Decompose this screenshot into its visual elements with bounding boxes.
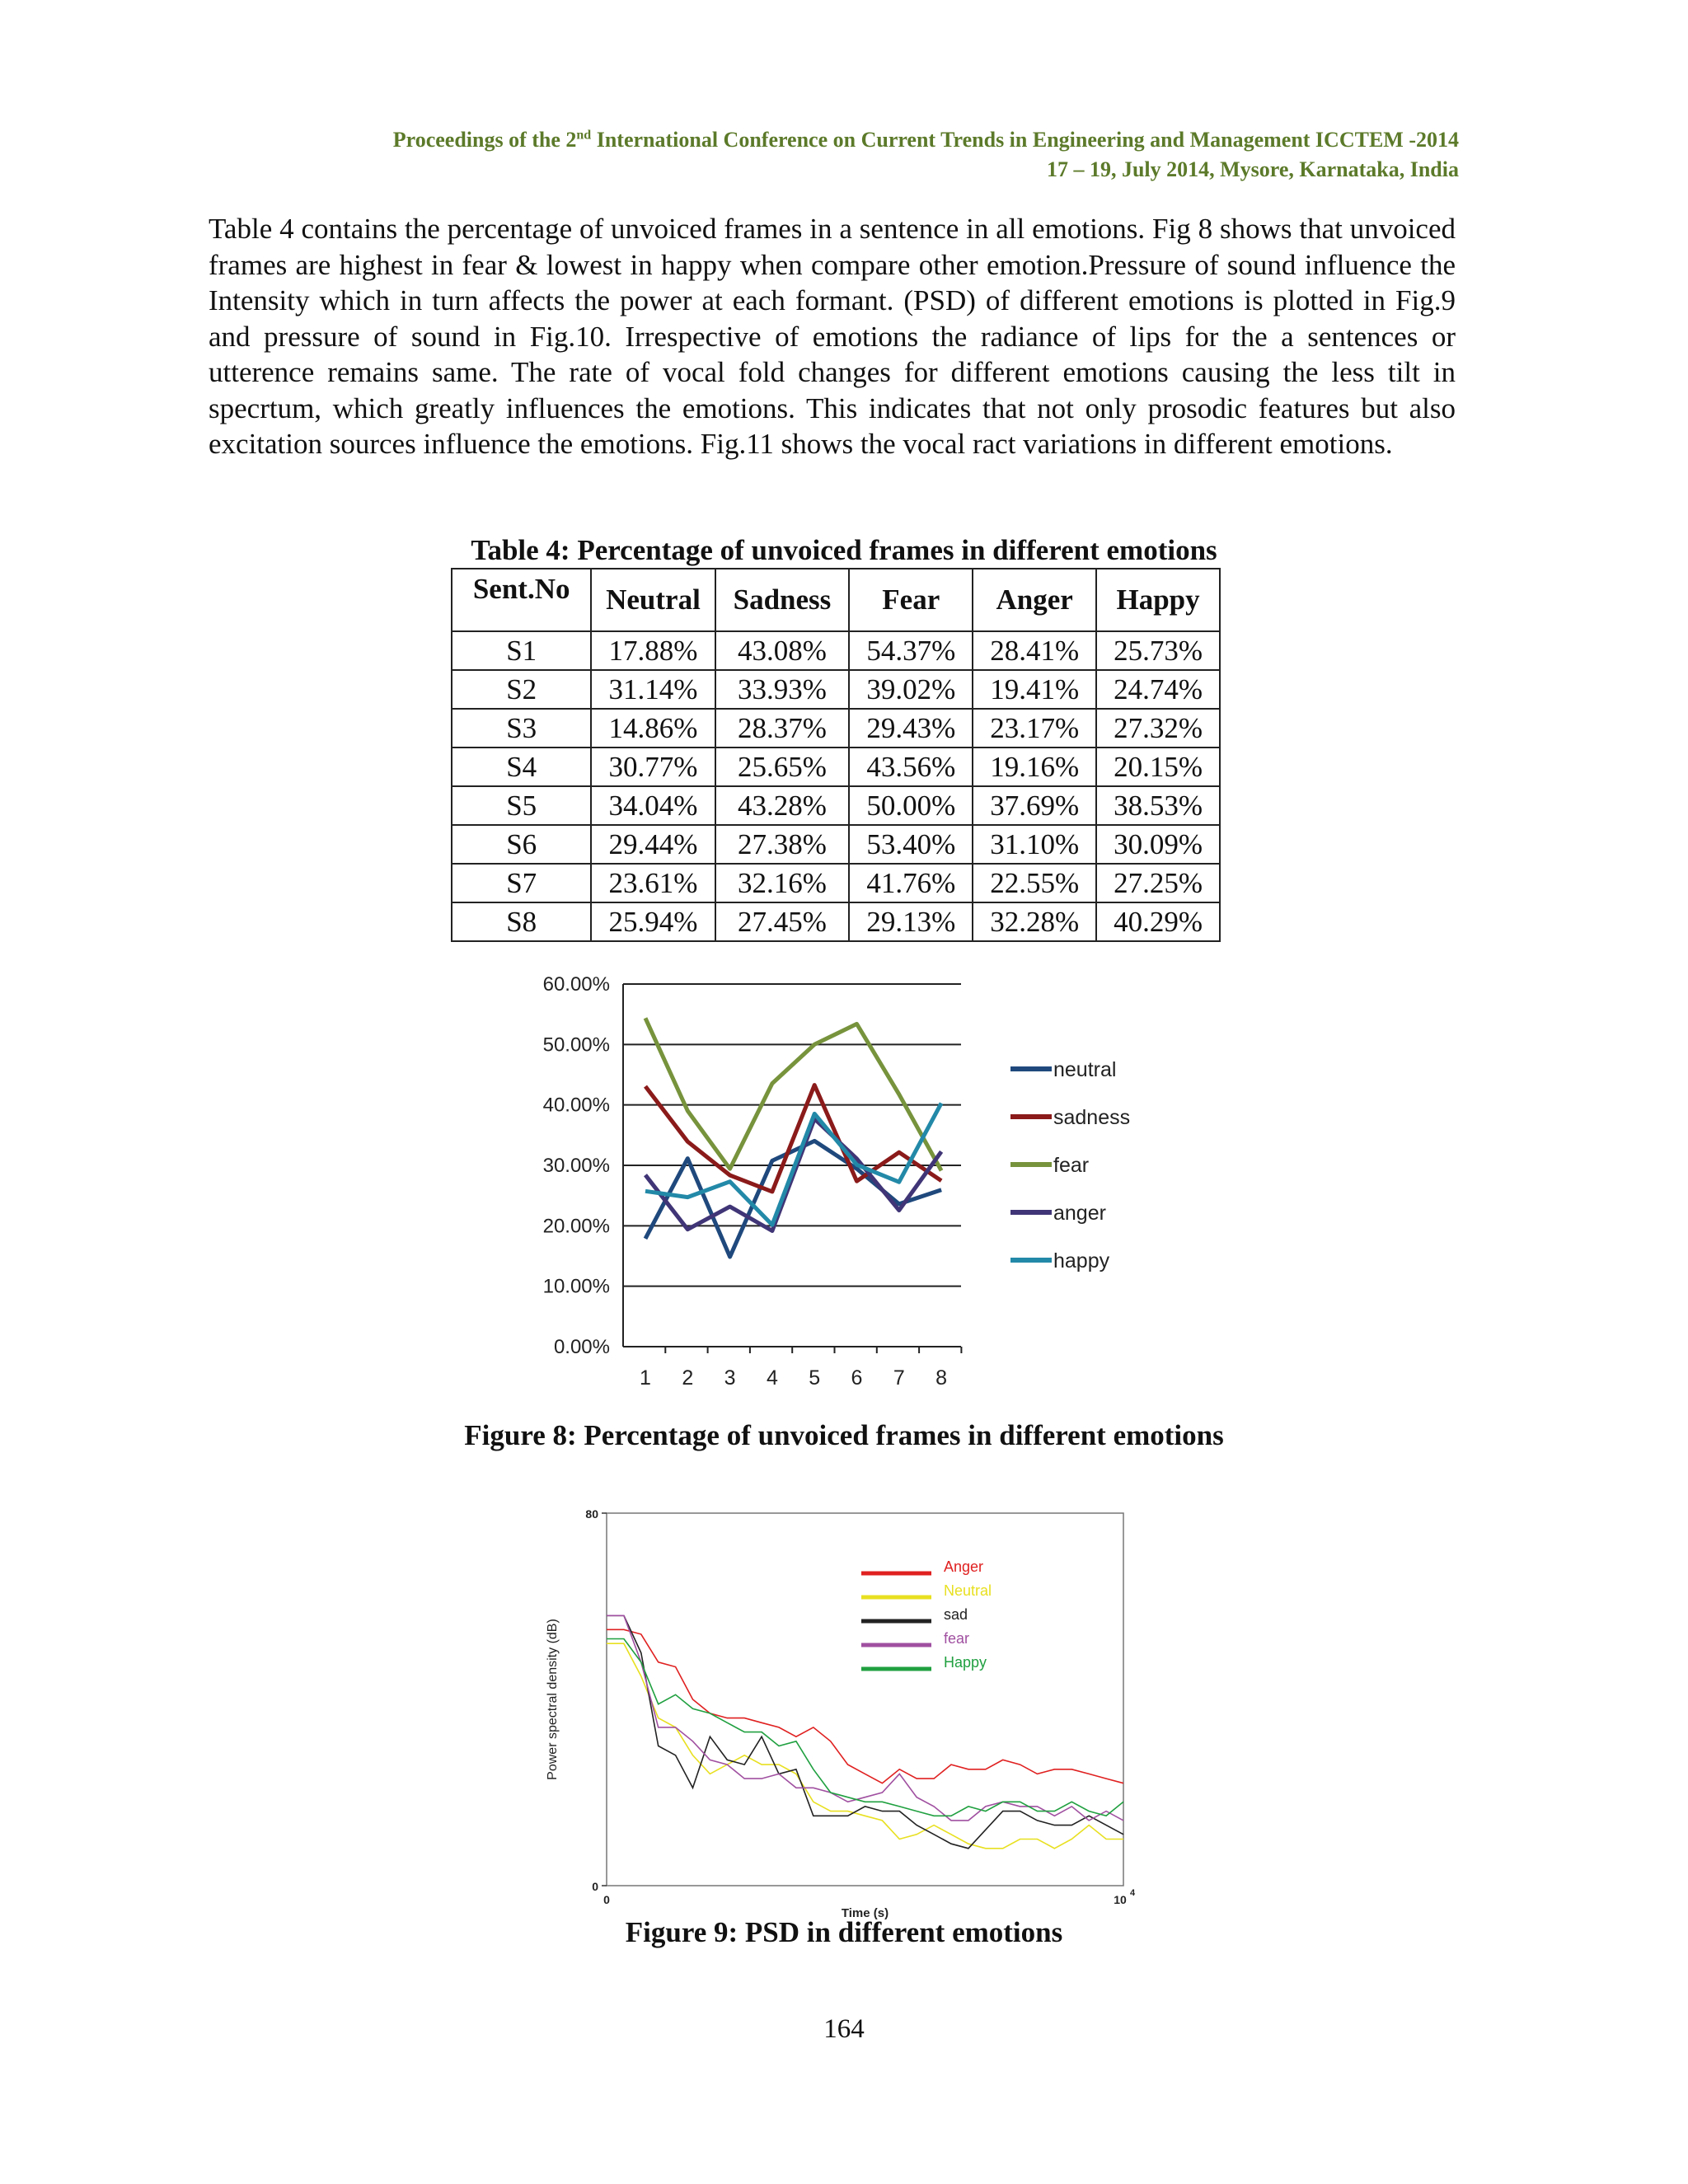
y-tick-label: 0 <box>592 1880 598 1893</box>
row-label-cell: S3 <box>452 709 591 748</box>
x-tick-label: 7 <box>893 1366 905 1390</box>
legend-label-happy: happy <box>1053 1249 1110 1272</box>
table-cell: 28.41% <box>973 631 1096 670</box>
row-label-cell: S1 <box>452 631 591 670</box>
row-label-cell: S6 <box>452 825 591 864</box>
table-cell: 32.28% <box>973 902 1096 941</box>
y-axis-label: Power spectral density (dB) <box>546 1619 560 1780</box>
y-tick-label: 60.00% <box>542 973 610 996</box>
table-cell: 29.43% <box>849 709 973 748</box>
x-axis-label: Time (s) <box>841 1906 889 1920</box>
figure-8-caption: Figure 8: Percentage of unvoiced frames in different emotions <box>464 1419 1224 1451</box>
col-header-sadness: Sadness <box>715 569 850 631</box>
y-tick-label: 50.00% <box>542 1033 610 1057</box>
row-label-cell: S4 <box>452 748 591 786</box>
x-tick-label: 5 <box>809 1366 821 1390</box>
table-cell: 28.37% <box>715 709 850 748</box>
row-label-cell: S2 <box>452 670 591 709</box>
table-cell: 34.04% <box>591 786 715 825</box>
table-cell: 30.77% <box>591 748 715 786</box>
table-cell: 19.16% <box>973 748 1096 786</box>
table-cell: 33.93% <box>715 670 850 709</box>
y-tick-label: 10.00% <box>542 1275 610 1298</box>
table-cell: 27.32% <box>1096 709 1220 748</box>
series-line-fear <box>645 1018 941 1170</box>
table-cell: 31.10% <box>973 825 1096 864</box>
table-cell: 22.55% <box>973 864 1096 902</box>
table-cell: 23.17% <box>973 709 1096 748</box>
y-tick-label: 0.00% <box>553 1336 610 1358</box>
table-cell: 37.69% <box>973 786 1096 825</box>
table-cell: 14.86% <box>591 709 715 748</box>
x-tick-label: 6 <box>851 1366 863 1390</box>
legend-label-sadness: sadness <box>1053 1106 1131 1129</box>
legend-label-sad: sad <box>944 1606 968 1623</box>
col-header-anger: Anger <box>973 569 1096 631</box>
table-cell: 20.15% <box>1096 748 1220 786</box>
row-label-cell: S7 <box>452 864 591 902</box>
legend-label-Happy: Happy <box>944 1654 987 1671</box>
x-tick-label: 1 <box>640 1366 651 1390</box>
table-cell: 19.41% <box>973 670 1096 709</box>
table-cell: 40.29% <box>1096 902 1220 941</box>
table-cell: 43.28% <box>715 786 850 825</box>
page-number: 164 <box>823 2014 865 2044</box>
row-label-cell: S8 <box>452 902 591 941</box>
table-cell: 25.73% <box>1096 631 1220 670</box>
table-cell: 43.08% <box>715 631 850 670</box>
row-label-cell: S5 <box>452 786 591 825</box>
header-line-1-start: Proceedings of the 2 <box>392 128 577 152</box>
col-header-neutral: Neutral <box>591 569 715 631</box>
legend-label-Anger: Anger <box>944 1558 984 1575</box>
table-cell: 43.56% <box>849 748 973 786</box>
header-line-1-end: International Conference on Current Trends in Engineering and Management ICCTEM -2014 <box>591 128 1459 152</box>
header-superscript: nd <box>576 128 592 143</box>
table-cell: 39.02% <box>849 670 973 709</box>
legend-label-fear: fear <box>944 1630 970 1647</box>
table-cell: 31.14% <box>591 670 715 709</box>
table-cell: 41.76% <box>849 864 973 902</box>
x-tick-label: 0 <box>603 1893 610 1906</box>
table-cell: 29.13% <box>849 902 973 941</box>
table-cell: 29.44% <box>591 825 715 864</box>
table-cell: 50.00% <box>849 786 973 825</box>
legend-label-neutral: neutral <box>1053 1058 1117 1081</box>
legend-label-anger: anger <box>1053 1202 1106 1225</box>
header-line-2: 17 – 19, July 2014, Mysore, Karnataka, India <box>1046 157 1459 181</box>
body-paragraph: Table 4 contains the percentage of unvoiced frames in a sentence in all emotions. Fig 8 shows that unvoiced frames are highest in fear & lowest in happy when compare other emotion.Pressure of sound influence the Intensity which in turn affects the power at each formant. (PSD) of different emotions is plotted in Fig.9 and pressure of sound in Fig.10. Irrespective of emotions the radiance of lips for the a sentences or utterence remains same. The rate of vocal fold changes for different emotions causing the less tilt in specrtum, which greatly influences the emotions. This indicates that not only prosodic features but also excitation sources influence the emotions. Fig.11 shows the vocal ract variations in different emotions. <box>209 213 1456 460</box>
table-cell: 27.45% <box>715 902 850 941</box>
table-cell: 27.25% <box>1096 864 1220 902</box>
x-tick-label: 8 <box>935 1366 948 1390</box>
x-tick-exponent: 4 <box>1129 1888 1136 1898</box>
table-4-caption: Table 4: Percentage of unvoiced frames in different emotions <box>471 534 1217 566</box>
x-tick-label: 4 <box>766 1366 778 1390</box>
table-cell: 25.65% <box>715 748 850 786</box>
x-tick-label: 3 <box>724 1366 736 1390</box>
table-cell: 25.94% <box>591 902 715 941</box>
y-tick-label: 30.00% <box>542 1155 610 1177</box>
table-cell: 54.37% <box>849 631 973 670</box>
figure-9-caption: Figure 9: PSD in different emotions <box>625 1916 1063 1948</box>
y-tick-label: 40.00% <box>542 1094 610 1117</box>
x-tick-label: 10 <box>1114 1893 1127 1906</box>
table-cell: 30.09% <box>1096 825 1220 864</box>
col-header-fear: Fear <box>849 569 973 631</box>
series-line-neutral <box>645 1141 941 1257</box>
y-tick-label: 20.00% <box>542 1215 610 1238</box>
legend-label-fear: fear <box>1053 1154 1090 1177</box>
table-cell: 38.53% <box>1096 786 1220 825</box>
y-tick-label: 80 <box>585 1507 598 1521</box>
table-cell: 24.74% <box>1096 670 1220 709</box>
table-cell: 17.88% <box>591 631 715 670</box>
x-tick-label: 2 <box>682 1366 694 1390</box>
table-cell: 27.38% <box>715 825 850 864</box>
legend-label-Neutral: Neutral <box>944 1582 992 1599</box>
table-cell: 23.61% <box>591 864 715 902</box>
col-header-happy: Happy <box>1096 569 1220 631</box>
table-cell: 53.40% <box>849 825 973 864</box>
col-header-sent-no: Sent.No <box>452 569 591 631</box>
table-cell: 32.16% <box>715 864 850 902</box>
